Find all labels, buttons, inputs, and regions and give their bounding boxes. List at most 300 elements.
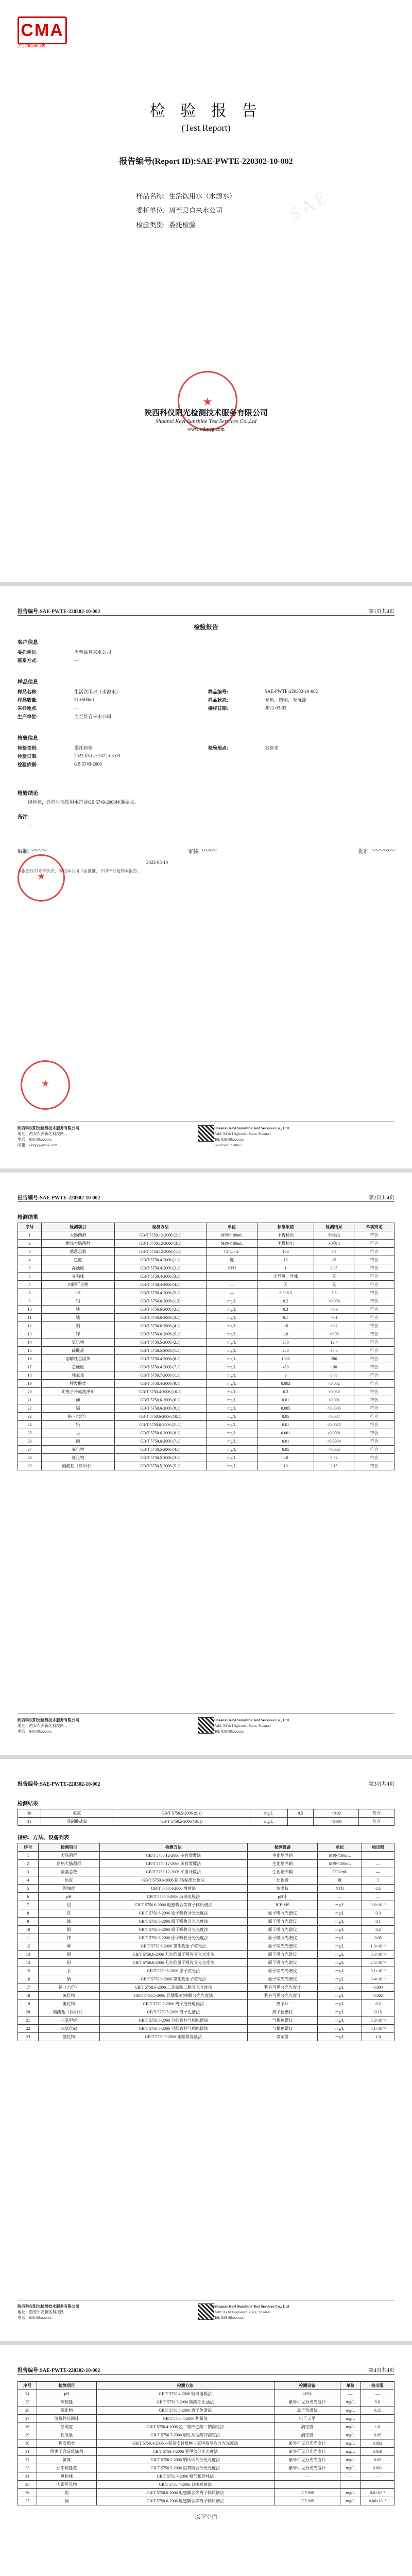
table-cell: 8 (18, 1909, 39, 1918)
table-row (18, 1330, 394, 1338)
header-page-number: 第4页共4页 (369, 2368, 394, 2374)
table-row (18, 2000, 394, 2008)
table-cell: 11 (18, 1314, 42, 1322)
table-cell: 无异臭、异味 (258, 1273, 314, 1281)
info-key: 检验类别: (18, 745, 38, 751)
table-cell: pH (41, 1289, 114, 1297)
table-cell: 2.5×10⁻³ (362, 1959, 394, 1967)
footer-en (214, 2303, 394, 2320)
table-cell: 浊度仪 (247, 1885, 318, 1893)
table-cell: 12 (18, 1942, 39, 1951)
table-cell: 12 (18, 1322, 42, 1330)
table-cell: GB/T 5750.6-2006 (8.1) (114, 1429, 206, 1437)
table-cell: GB/T 5750.4-2006 (4.1) (114, 1281, 206, 1289)
page-separator (0, 1755, 412, 1759)
table-cell: 紫外可见分光光度计 (274, 2448, 340, 2456)
table-cell: 符合 (354, 1363, 394, 1371)
table-cell: 符合 (354, 1421, 394, 1429)
conclusion-section-title: 检验结论 (18, 791, 38, 796)
table-cell: 符合 (354, 1281, 394, 1289)
table-cell: 6 (18, 1893, 39, 1901)
footer-line: 陕西科仪阳光检测技术服务有限公司 (18, 2304, 79, 2309)
conclusion-text: 经检验，送样生活饮用水符合GB 5749-2006标准要求。 (28, 800, 139, 805)
footer-line: 地址：西安市高新区科技路... (18, 2310, 67, 2314)
header-report-no: 报告编号:SAE-PWTE-220302-10-002 (18, 2368, 100, 2374)
table-cell: 符合 (354, 1388, 394, 1396)
table-cell: 14 (18, 1338, 42, 1347)
table-cell: 1 (258, 1264, 314, 1273)
table-cell: <0.3 (314, 1306, 354, 1314)
equipment-table (18, 1843, 394, 2041)
page-separator (0, 1168, 412, 1173)
results-section-title: 检测结果 (18, 1801, 38, 1807)
table-cell: 1.0 (258, 1454, 314, 1462)
table-cell: 硒 (38, 1975, 99, 1984)
header-page-number: 第2页共4页 (369, 1195, 394, 1201)
table-cell: 总硬度 (41, 1363, 114, 1371)
table-row (18, 2472, 394, 2481)
signature-row (18, 845, 394, 856)
table-cell: 5.0 (360, 2398, 394, 2406)
info-key: 样品数量: (18, 697, 38, 703)
table-cell: 12.4 (314, 1338, 354, 1347)
table-cell: 气相色谱仪 (247, 2016, 318, 2025)
table-cell: 氯化物 (41, 1338, 114, 1347)
footer-line: 电话：029-88xxxxxx (18, 1137, 52, 1142)
table-cell: 0.1×10⁻³ (362, 2025, 394, 2033)
table-cell: 氟化物 (38, 2000, 99, 2008)
table-cell: 亚硝酸盐氮 (37, 2464, 96, 2472)
info-key: 生产单位: (18, 714, 38, 719)
footer-line: Add: Xi'an High-tech Zone, Shaanxi (214, 1131, 271, 1136)
table-row (18, 1355, 394, 1363)
results-table-cont (18, 1809, 394, 1826)
table-cell: MPN/100mL (318, 1852, 362, 1860)
table-cell: — (360, 2390, 394, 2398)
header-page-number: 第3页共4页 (369, 1782, 394, 1787)
table-cell: 硫酸盐 (41, 1347, 114, 1355)
table-cell: GB/T 5750.5-2006 离子色谱法 (96, 2406, 274, 2415)
table-cell: GB/T 5750.4-2006 (8.1) (114, 1355, 206, 1363)
table-cell: 0.002 (362, 1992, 394, 2000)
table-cell: 耗氧量 (37, 2431, 96, 2439)
table-cell: GB/T 5750.4-2006 (9.1) (114, 1380, 206, 1388)
footer-line: Tel: 029-88xxxxxx (214, 1137, 244, 1142)
table-row (18, 1338, 394, 1347)
table-cell: mg/L (318, 2033, 362, 2041)
table-cell: mg/L (318, 1959, 362, 1967)
table-cell: 铜 (41, 1322, 114, 1330)
table-cell: mg/L (206, 1355, 257, 1363)
table-cell: 挥发酚类 (41, 1380, 114, 1388)
table-cell: 符合 (354, 1289, 394, 1297)
table-cell: 15 (18, 1347, 42, 1355)
page-footer (18, 2300, 394, 2320)
approver-label: 批准: (358, 849, 370, 855)
table-cell: 26 (18, 2406, 37, 2415)
table-cell: 10 (18, 1926, 39, 1934)
table-row (18, 1404, 394, 1413)
table-cell: 0.32 (314, 1454, 354, 1462)
table-cell: 23 (18, 1413, 42, 1421)
header-report-no: 报告编号:SAE-PWTE-220302-10-002 (18, 1782, 100, 1787)
table-cell: GB/T 5750.4-2006 铂-钴标准比色法 (99, 1876, 247, 1885)
table-cell: 符合 (354, 1437, 394, 1446)
table-cell: 0.1 (362, 1918, 394, 1926)
info-key: 样品编号: (208, 689, 228, 694)
table-row (18, 2464, 394, 2472)
author-label: 编制: (18, 849, 29, 855)
table-cell: mg/L (206, 1363, 257, 1371)
table-cell: — (318, 1893, 362, 1901)
column-header: 检测方法 (96, 2382, 274, 2390)
table-cell: 32 (18, 2456, 37, 2464)
table-cell: <0.004 (314, 1413, 354, 1421)
table-cell: GB/T 5750.6-2006 (2.1) (114, 1306, 206, 1314)
table-cell: pH计 (247, 1893, 318, 1901)
table-row (18, 2033, 394, 2041)
table-cell: GB/T 5750.4-2006 (10.1) (114, 1388, 206, 1396)
table-cell: 原子吸收光谱仪 (247, 1926, 318, 1934)
table-cell: 0.15 (360, 2406, 394, 2415)
table-cell: GB/T 5750.5-2006 纳氏试剂分光光度法 (96, 2456, 274, 2464)
table-cell: ICP-MS (247, 1901, 318, 1909)
table-cell: <0.001 (314, 1818, 359, 1826)
page-footer (18, 1714, 394, 1734)
cover-field-label: 检验类别: (136, 221, 165, 229)
table-cell: mg/L (318, 1901, 362, 1909)
table-cell: 6.5~8.5 (258, 1289, 314, 1297)
info-key: 样品名称: (18, 689, 38, 694)
table-row (18, 1809, 394, 1818)
qr-code-icon (198, 2303, 214, 2320)
table-cell: 0.2×10⁻³ (362, 2016, 394, 2025)
table-row (18, 2423, 394, 2431)
table-row (18, 1852, 394, 1860)
footer-line: 陕西科仪阳光检测技术服务有限公司 (18, 1126, 79, 1130)
info-row (18, 687, 394, 696)
table-cell: 5 (18, 1264, 42, 1273)
remarks-section-title: 备注 (18, 815, 28, 820)
footer-line: 陕西科仪阳光检测技术服务有限公司 (18, 1718, 79, 1722)
table-cell: 0.05 (360, 2431, 394, 2439)
table-cell: 27 (18, 1446, 42, 1454)
table-cell: 6 (18, 1273, 42, 1281)
column-header: 序号 (18, 1843, 39, 1852)
footer-line: 地址：西安市高新区科技路... (18, 1131, 67, 1136)
table-cell: 30 (18, 2439, 37, 2448)
table-cell: GB/T 5750.6-2006 (3.1) (114, 1314, 206, 1322)
qr-code-icon (198, 1125, 214, 1142)
table-cell: GB/T 5750.6-2006 原子荧光法 (99, 1967, 247, 1975)
footer-line: Add: Xi'an High-tech Zone, Shaanxi (214, 1723, 271, 1728)
report-id-line (0, 155, 412, 166)
cover-field-value: 周至县自来水公司 (169, 207, 223, 214)
results-table (18, 1223, 394, 1470)
table-cell: GB/T 5750.4-2006 称量法 (96, 2415, 274, 2423)
table-cell: 锌 (41, 1330, 114, 1338)
table-cell: 符合 (354, 1446, 394, 1454)
cma-number: 212700340039 (18, 43, 45, 48)
table-header-row (18, 2382, 394, 2390)
table-cell: mg/L (206, 1462, 257, 1470)
cover-watermark: SAE (286, 186, 333, 225)
table-cell: 铝 (41, 1297, 114, 1306)
table-cell: 铁 (38, 1909, 99, 1918)
table-cell: 砷 (38, 1942, 99, 1951)
table-cell: 3 (18, 1868, 39, 1876)
column-header: 检测结果 (314, 1223, 354, 1231)
table-cell: GB/T 5750.6-2006 电感耦合等离子体质谱法 (99, 1901, 247, 1909)
table-row (18, 1868, 394, 1876)
table-cell: 5 (362, 1876, 394, 1885)
table-cell: 氰化物 (38, 1992, 99, 2000)
equipment-table-cont (18, 2381, 394, 2505)
table-cell: 符合 (354, 1347, 394, 1355)
table-cell: 符合 (354, 1256, 394, 1264)
table-cell: — (340, 2481, 361, 2489)
cma-logo-text: CMA (21, 20, 64, 40)
table-cell: 0.050 (360, 2448, 394, 2456)
table-cell: 滴定管 (247, 2033, 318, 2041)
table-cell: <0.0005 (314, 1404, 354, 1413)
table-cell: 1 (18, 1231, 42, 1240)
info-row (18, 752, 394, 760)
column-header: 检测项目 (41, 1223, 114, 1231)
info-row (18, 656, 394, 664)
table-row (18, 1380, 394, 1388)
author-signature: 〰〰 (30, 847, 46, 855)
table-cell: GB/T 5750.5-2006 异烟酸-吡唑酮分光光度法 (99, 1992, 247, 2000)
table-cell: GB/T 5750.4-2006 玻璃电极法 (96, 2390, 274, 2398)
table-cell: mg/L (318, 1951, 362, 1959)
table-cell: 锌 (38, 1934, 99, 1942)
table-cell: 符合 (354, 1355, 394, 1363)
table-cell: GB/T 5750.5-2006 (5.1) (114, 1462, 206, 1470)
table-header-row (18, 1223, 394, 1231)
table-cell: 9 (18, 1297, 42, 1306)
column-header: 检测设备 (247, 1843, 318, 1852)
table-row (18, 1363, 394, 1371)
table-row (18, 1396, 394, 1404)
cover-fields (108, 191, 304, 234)
table-cell: 198 (314, 1363, 354, 1371)
footer-line: 地址：西安市高新区科技路... (18, 1723, 67, 1728)
table-cell: 31 (18, 1818, 41, 1826)
cover-field-row (108, 205, 304, 219)
table-cell: 1.0×10⁻³ (362, 1942, 394, 1951)
table-cell: 铝 (38, 1901, 99, 1909)
table-cell: 汞 (38, 1967, 99, 1975)
equipment-section-title: 指标、方法、设备列表 (18, 1835, 69, 1841)
table-cell: <0.050 (314, 1388, 354, 1396)
table-cell: 27 (18, 2415, 37, 2423)
company-website[interactable]: www.sxkyyg.com (187, 427, 225, 432)
info-row (18, 743, 394, 752)
table-cell: 13 (18, 1330, 42, 1338)
table-row (18, 1306, 394, 1314)
cover-field-label: 样品名称: (136, 192, 165, 200)
table-cell: mg/L (206, 1454, 257, 1462)
cover-title: 检 验 报 告 (149, 102, 263, 120)
table-row (18, 2431, 394, 2439)
table-cell: 28 (18, 1454, 42, 1462)
info-value: — (74, 705, 79, 710)
table-cell: mg/L (250, 1818, 287, 1826)
table-cell: GB/T 5750.5-2006 (1.1) (114, 1347, 206, 1355)
table-cell: 溶解性总固体 (37, 2415, 96, 2423)
table-row (18, 1876, 394, 1885)
table-row (18, 1256, 394, 1264)
table-cell: — (362, 1893, 394, 1901)
table-row (18, 1909, 394, 1918)
table-row (18, 1421, 394, 1429)
table-cell: 符合 (354, 1297, 394, 1306)
table-cell: GB/T 5750.6-2006 电感耦合等离子体质谱法 (96, 2497, 274, 2505)
info-value: 周至县自来水公司 (74, 714, 112, 719)
table-cell: 菌落总数 (41, 1248, 114, 1256)
table-cell: 符合 (359, 1809, 394, 1818)
table-row (18, 1231, 394, 1240)
inspection-seal: ★ (18, 854, 65, 902)
table-cell: GB/T 5750.6-2006 无火焰原子吸收分光光度法 (99, 1951, 247, 1959)
column-header: 单项判定 (354, 1223, 394, 1231)
table-cell: 10 (18, 1306, 42, 1314)
table-cell: 生化培养箱 (247, 1860, 318, 1868)
table-cell: mg/L (206, 1306, 257, 1314)
info-value: 无色、透明、无沉淀 (265, 697, 307, 703)
column-header: 检测方法 (99, 1843, 247, 1852)
table-cell: 21 (18, 2016, 39, 2025)
table-cell: 0.001 (258, 1429, 314, 1437)
table-cell: mg/L (318, 2008, 362, 2016)
table-cell: 0.005 (258, 1404, 314, 1413)
table-cell: 耐热大肠菌群 (41, 1240, 114, 1248)
table-cell: 紫外可见分光光度计 (274, 2398, 340, 2406)
table-cell: 13 (18, 1951, 39, 1959)
table-cell: 4 (18, 1876, 39, 1885)
table-cell: CFU/mL (206, 1248, 257, 1256)
table-cell: GB/T 5750.4-2006 嗅气和尝味法 (96, 2472, 274, 2481)
table-cell: — (287, 1818, 314, 1826)
page-separator (0, 582, 412, 586)
table-cell: 未检出 (314, 1240, 354, 1248)
table-cell: mg/L (318, 1984, 362, 1992)
table-cell: mg/L (206, 1437, 257, 1446)
column-header: 单位 (340, 2382, 361, 2390)
table-cell: mg/L (206, 1314, 257, 1322)
table-cell: 17 (18, 1984, 39, 1992)
table-cell: mg/L (340, 2448, 361, 2456)
table-cell: 0.6×10⁻³ (360, 2489, 394, 2497)
table-cell: 原子荧光光谱仪 (247, 1942, 318, 1951)
table-cell: mg/L (340, 2464, 361, 2472)
info-value: 生活饮用水（水源水） (74, 689, 121, 694)
table-cell: <0.0001 (314, 1429, 354, 1437)
table-cell: 36 (18, 2489, 37, 2497)
report-id: SAE-PWTE-220302-10-002 (196, 157, 293, 166)
table-row (18, 1248, 394, 1256)
info-value: 实验室 (265, 745, 279, 751)
table-cell: GB/T 5750.6-2006 (1.3) (114, 1297, 206, 1306)
table-cell: — (274, 2472, 340, 2481)
table-cell: 亚硝酸盐氮 (41, 1818, 113, 1826)
table-cell: 1000 (258, 1355, 314, 1363)
table-cell: 原子荧光光谱仪 (247, 1967, 318, 1975)
table-cell: 19 (18, 1380, 42, 1388)
table-cell: GB/T 5750.6-2006 原子吸收分光光度法 (99, 1934, 247, 1942)
table-row (18, 1918, 394, 1926)
table-row (18, 2398, 394, 2406)
table-cell: 29 (18, 2431, 37, 2439)
table-cell: GB/T 5750.7-2006 酸性高锰酸钾滴定法 (96, 2431, 274, 2439)
footer-cn (18, 1717, 198, 1734)
table-cell: 7.6 (314, 1289, 354, 1297)
table-cell: 11 (18, 1934, 39, 1942)
column-header: 检测方法 (114, 1223, 206, 1231)
table-cell: <1 (314, 1248, 354, 1256)
approval-seal: ★ (21, 1060, 70, 1110)
table-cell: 比色管 (247, 1876, 318, 1885)
table-cell: 氨氮 (41, 1809, 113, 1818)
table-cell: GB/T 5750.6-2006 原子吸收分光光度法 (99, 1926, 247, 1934)
report-id-label: 报告编号(Report ID): (119, 157, 197, 166)
table-row (18, 1942, 394, 1951)
table-cell: — (360, 2415, 394, 2423)
info-body (18, 634, 394, 874)
reviewer-signature: 〰〰 (201, 847, 217, 855)
table-cell: 四氯化碳 (38, 2025, 99, 2033)
table-cell: GB/T 5750.6-2006 原子吸收分光光度法 (99, 1918, 247, 1926)
info-key: 联系方式: (18, 657, 38, 663)
info-value: 2022-03-02 (265, 705, 286, 710)
footer-line: Shaanxi Keyi Sunshine Test Services Co., Ltd (214, 2304, 289, 2309)
table-cell: 符合 (354, 1273, 394, 1281)
table-cell: GB/T 5750.4-2006 散射法 (99, 1885, 247, 1893)
table-cell: 氯化物 (38, 2033, 99, 2041)
page-header (18, 1780, 394, 1788)
table-cell: mg/L (206, 1322, 257, 1330)
approver-signature: 〰〰〰 (371, 847, 394, 855)
table-cell: 原子吸收光谱仪 (247, 1918, 318, 1926)
table-row (18, 2016, 394, 2025)
table-row (18, 1264, 394, 1273)
table-cell: 1.0 (360, 2423, 394, 2431)
info-value: SAE-PWTE-220302-10-002 (265, 689, 318, 694)
table-cell: GB/T 5750.5-2006 离子选择电极法 (99, 2000, 247, 2008)
table-cell: 铜 (38, 1926, 99, 1934)
table-cell: 色度 (41, 1256, 114, 1264)
info-row (18, 696, 394, 704)
equipment-page-2 (0, 2345, 412, 2576)
table-cell: 符合 (354, 1314, 394, 1322)
table-row (18, 2497, 394, 2505)
table-cell: 肉眼可见物 (41, 1281, 114, 1289)
table-cell: 31 (18, 2448, 37, 2456)
column-header: 单位 (318, 1843, 362, 1852)
page-header (18, 607, 394, 616)
table-cell: 溶解性总固体 (41, 1355, 114, 1363)
table-cell: 符合 (354, 1231, 394, 1240)
table-cell: 15 (18, 1967, 39, 1975)
info-key: 委托单位: (18, 649, 38, 655)
table-row (18, 1446, 394, 1454)
table-cell: mg/L (206, 1297, 257, 1306)
sign-date: 2022-03-10 (146, 860, 168, 865)
header-report-no: 报告编号:SAE-PWTE-220302-10-002 (18, 609, 100, 615)
table-cell: <0.001 (314, 1396, 354, 1404)
equipment-page (0, 1759, 412, 2341)
